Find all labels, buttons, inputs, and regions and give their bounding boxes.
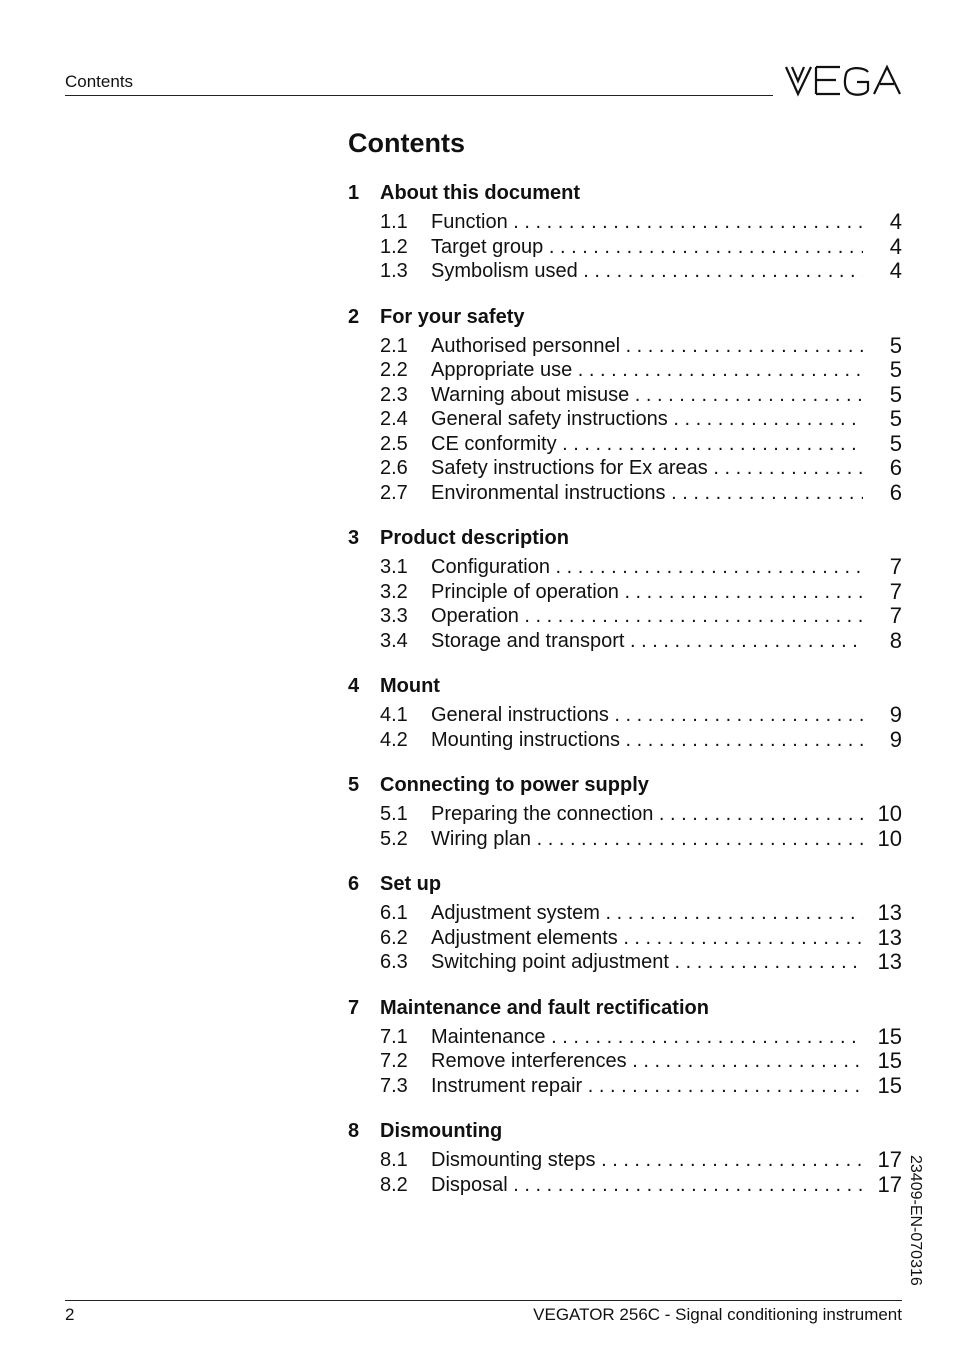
footer-rule — [65, 1300, 902, 1301]
entry-page-number: 15 — [877, 1072, 902, 1098]
entry-page-number: 15 — [877, 1048, 902, 1073]
entry-number: 7.1 — [380, 1025, 408, 1048]
entry-title: Remove interferences . . . — [431, 1049, 863, 1074]
section-title: About this document — [380, 182, 580, 204]
toc-section-heading[interactable] — [348, 304, 902, 330]
entry-number: 6.3 — [380, 951, 408, 973]
entry-number: 1.1 — [380, 211, 408, 233]
section-title: For your safety — [380, 305, 525, 328]
toc-section — [348, 304, 902, 506]
section-number: 7 — [348, 996, 360, 1019]
section-number: 1 — [348, 182, 360, 204]
entry-title: Storage and transport . . . — [431, 629, 863, 654]
entry-number: 3.4 — [380, 629, 408, 652]
entry-title: Disposal . . . — [431, 1173, 863, 1198]
entry-page-number: 17 — [877, 1147, 902, 1172]
toc-section — [348, 180, 902, 284]
entry-number: 5.2 — [380, 827, 408, 850]
toc-entry[interactable] — [348, 1148, 902, 1173]
toc-entry[interactable] — [348, 1025, 902, 1050]
entry-page-number: 4 — [889, 233, 902, 259]
document-code: 23409-EN-070316 — [907, 1155, 924, 1286]
entry-page-number: 10 — [877, 801, 902, 826]
toc-entry[interactable] — [348, 235, 902, 260]
toc-entry[interactable] — [348, 358, 902, 383]
section-number: 6 — [348, 873, 360, 895]
toc-section — [348, 673, 902, 752]
toc-entry[interactable] — [348, 1049, 902, 1074]
toc-section-heading[interactable] — [348, 1118, 902, 1144]
entry-page-number: 7 — [889, 578, 902, 604]
entry-number: 1.3 — [380, 260, 408, 282]
entry-title: Function . . . — [431, 210, 863, 235]
entry-title: Safety instructions for Ex areas . . . — [431, 456, 863, 481]
entry-title: Symbolism used . . . — [431, 259, 863, 284]
section-number: 2 — [348, 305, 360, 328]
entry-number: 2.4 — [380, 408, 408, 430]
entry-page-number: 8 — [889, 627, 902, 653]
toc-section-heading[interactable] — [348, 180, 902, 206]
entry-title: Adjustment system . . . — [431, 901, 863, 926]
toc-entry[interactable] — [348, 1074, 902, 1099]
running-header: Contents — [65, 72, 134, 91]
entry-number: 6.1 — [380, 902, 408, 924]
entry-number: 3.2 — [380, 580, 408, 603]
toc-entry[interactable] — [348, 383, 902, 408]
section-title: Mount — [380, 675, 440, 697]
entry-title: Switching point adjustment . . . — [431, 950, 863, 975]
entry-number: 5.1 — [380, 803, 408, 825]
entry-number: 2.1 — [380, 334, 408, 357]
toc-section-heading[interactable] — [348, 995, 902, 1021]
toc-entry[interactable] — [348, 580, 902, 605]
entry-number: 6.2 — [380, 926, 408, 949]
section-title: Product description — [380, 527, 569, 549]
entry-title: Instrument repair . . . — [431, 1074, 863, 1099]
entry-title: Appropriate use . . . — [431, 358, 863, 383]
entry-title: Wiring plan . . . — [431, 827, 863, 852]
toc-entry[interactable] — [348, 827, 902, 852]
toc-section — [348, 995, 902, 1099]
entry-title: Authorised personnel . . . — [431, 334, 863, 359]
entry-page-number: 13 — [877, 900, 902, 925]
entry-page-number: 5 — [889, 430, 902, 456]
entry-page-number: 4 — [889, 258, 902, 283]
vega-logo — [784, 64, 902, 97]
entry-number: 4.2 — [380, 728, 408, 751]
table-of-contents — [348, 180, 902, 1217]
entry-title: Maintenance . . . — [431, 1025, 863, 1050]
toc-entry[interactable] — [348, 259, 902, 284]
entry-page-number: 7 — [889, 603, 902, 628]
footer-document-title: VEGATOR 256C - Signal conditioning instrument — [533, 1305, 902, 1324]
toc-entry[interactable] — [348, 901, 902, 926]
entry-title: Warning about misuse . . . — [431, 383, 863, 408]
entry-page-number: 7 — [889, 554, 902, 579]
entry-title: Mounting instructions . . . — [431, 728, 863, 753]
entry-title: Environmental instructions . . . — [431, 481, 863, 506]
entry-title: Target group . . . — [431, 235, 863, 260]
entry-page-number: 5 — [889, 332, 902, 358]
entry-number: 7.3 — [380, 1074, 408, 1097]
entry-number: 2.2 — [380, 359, 408, 381]
entry-number: 3.3 — [380, 605, 408, 627]
entry-page-number: 5 — [889, 381, 902, 407]
section-number: 8 — [348, 1120, 360, 1142]
section-title: Set up — [380, 873, 442, 895]
section-title: Dismounting — [380, 1120, 503, 1142]
entry-title: Operation . . . — [431, 604, 863, 629]
entry-number: 2.3 — [380, 383, 408, 406]
entry-title: Configuration . . . — [431, 555, 863, 580]
toc-section — [348, 1118, 902, 1197]
entry-number: 2.6 — [380, 457, 408, 479]
entry-page-number: 4 — [889, 209, 902, 234]
entry-page-number: 5 — [889, 357, 902, 382]
entry-page-number: 9 — [889, 726, 902, 752]
section-title: Maintenance and fault rectification — [380, 996, 709, 1019]
toc-entry[interactable] — [348, 802, 902, 827]
section-title: Connecting to power supply — [380, 774, 649, 796]
entry-title: General safety instructions . . . — [431, 407, 863, 432]
entry-number: 1.2 — [380, 235, 408, 258]
toc-entry[interactable] — [348, 728, 902, 753]
entry-page-number: 13 — [877, 949, 902, 974]
entry-page-number: 6 — [889, 479, 902, 505]
entry-page-number: 10 — [877, 825, 902, 851]
entry-number: 3.1 — [380, 556, 408, 578]
toc-entry[interactable] — [348, 926, 902, 951]
entry-page-number: 17 — [877, 1171, 902, 1197]
toc-entry[interactable] — [348, 456, 902, 481]
entry-page-number: 15 — [877, 1023, 902, 1049]
toc-entry[interactable] — [348, 1173, 902, 1198]
entry-title: Principle of operation . . . — [431, 580, 863, 605]
entry-number: 8.1 — [380, 1149, 408, 1171]
entry-title: Dismounting steps . . . — [431, 1148, 863, 1173]
section-number: 5 — [348, 774, 360, 796]
toc-entry[interactable] — [348, 334, 902, 359]
toc-section-heading[interactable] — [348, 772, 902, 798]
entry-title: General instructions . . . — [431, 703, 863, 728]
toc-section — [348, 772, 902, 851]
entry-page-number: 6 — [889, 455, 902, 480]
toc-entry[interactable] — [348, 629, 902, 654]
toc-entry[interactable] — [348, 481, 902, 506]
section-number: 3 — [348, 527, 360, 549]
entry-title: Adjustment elements . . . — [431, 926, 863, 951]
toc-entry[interactable] — [348, 432, 902, 457]
header-rule — [65, 95, 773, 96]
entry-number: 7.2 — [380, 1050, 408, 1072]
toc-entry[interactable] — [348, 950, 902, 975]
page-title: Contents — [348, 128, 465, 158]
toc-section — [348, 525, 902, 653]
entry-number: 2.5 — [380, 432, 408, 455]
toc-entry[interactable] — [348, 604, 902, 629]
toc-section-heading[interactable] — [348, 871, 902, 897]
entry-title: CE conformity . . . — [431, 432, 863, 457]
toc-entry[interactable] — [348, 703, 902, 728]
footer-page-number: 2 — [65, 1305, 75, 1324]
toc-entry[interactable] — [348, 210, 902, 235]
toc-section-heading[interactable] — [348, 673, 902, 699]
toc-entry[interactable] — [348, 555, 902, 580]
entry-page-number: 9 — [889, 702, 902, 727]
entry-title: Preparing the connection . . . — [431, 802, 863, 827]
entry-page-number: 13 — [877, 924, 902, 950]
entry-page-number: 5 — [889, 406, 902, 431]
section-number: 4 — [348, 675, 360, 697]
toc-section-heading[interactable] — [348, 525, 902, 551]
entry-number: 4.1 — [380, 704, 408, 726]
entry-number: 8.2 — [380, 1173, 408, 1196]
entry-number: 2.7 — [380, 481, 408, 504]
toc-entry[interactable] — [348, 407, 902, 432]
toc-section — [348, 871, 902, 975]
